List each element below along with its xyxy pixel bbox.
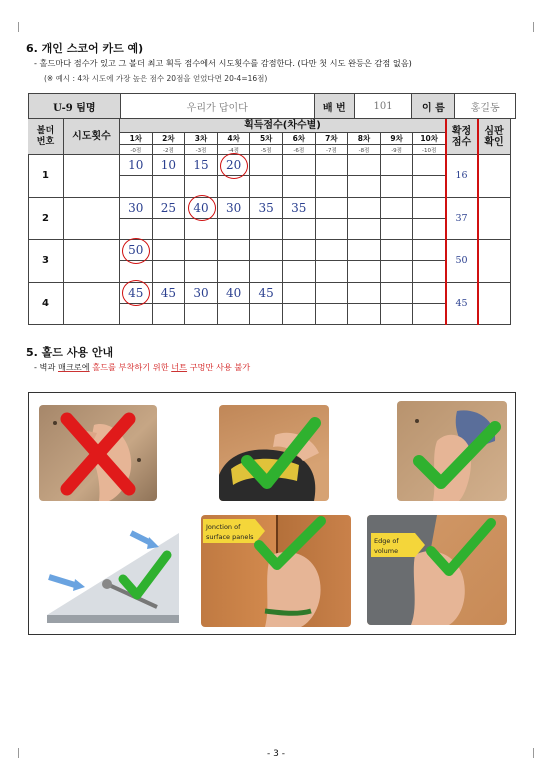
boulder-number: 2 [28,198,64,241]
score-subcell [348,261,381,282]
penalty-header: -0점 [120,145,153,155]
score-subcell [153,219,186,240]
penalty-header: -6점 [283,145,316,155]
final-column-red-line [477,119,479,325]
photo-hand-on-hold [397,401,507,501]
score-subcell [250,304,283,325]
section5-bullet-red2: 구멍만 사용 불가 [187,362,251,372]
score-cell: 50 [120,240,153,261]
score-cell [283,240,316,261]
score-cell: 15 [185,155,218,176]
score-cell [413,198,446,219]
score-subcell [185,261,218,282]
section5-bullet-macro: 매크로에 [57,362,90,372]
score-cell [316,283,349,304]
score-cell: 30 [185,283,218,304]
score-subcell [185,304,218,325]
label-edge-line1: Edge of [374,537,399,545]
score-cell: 35 [250,198,283,219]
penalty-header: -5점 [250,145,283,155]
penalty-header: -8점 [348,145,381,155]
final-score: 16 [446,155,478,198]
score-cell [348,283,381,304]
score-subcell [316,304,349,325]
score-subcell [218,176,251,197]
score-cell: 10 [120,155,153,176]
best-score-circle [188,195,216,221]
attempt-header: 6차 [283,133,316,145]
page-number: - 3 - [267,749,285,759]
best-score-circle [122,238,150,264]
score-card-info-row [28,93,516,119]
photo-volume-edge [367,515,507,625]
score-subcell [153,176,186,197]
green-check-icon [201,515,351,627]
penalty-header: -4점 [218,145,251,155]
section5-bullet-pre: - 벽과 [34,362,58,372]
col-header-judge: 심판 확인 [478,119,511,155]
photo-bolt-diagram [39,515,189,623]
score-cell [283,283,316,304]
score-subcell [120,176,153,197]
score-cell [250,240,283,261]
section5-heading: 5. 홀드 사용 안내 [26,346,114,359]
score-subcell [218,219,251,240]
score-cell: 30 [120,198,153,219]
score-cell [348,198,381,219]
score-cell [413,155,446,176]
attempt-header: 3차 [185,133,218,145]
final-score: 45 [446,283,478,326]
score-subcell [413,304,446,325]
section5-bullet [34,362,250,373]
boulder-number: 1 [28,155,64,198]
green-check-icon [397,401,507,501]
final-column-red-line [445,119,447,325]
score-cell [316,240,349,261]
bib-label: 배 번 [315,94,355,118]
score-subcell [316,219,349,240]
score-subcell [316,176,349,197]
score-cell [283,155,316,176]
score-subcell [381,304,414,325]
score-cell: 35 [283,198,316,219]
score-cell: 20 [218,155,251,176]
final-score: 50 [446,240,478,283]
photo-panel-junction [201,515,351,627]
section5-bullet-nut: 너트 [171,362,188,372]
photo-wall-hole [39,405,157,501]
hold-usage-photos [28,392,516,635]
team-label: U-9 팀명 [29,94,121,118]
score-cell: 30 [218,198,251,219]
col-header-final: 확정 점수 [446,119,478,155]
score-subcell [185,219,218,240]
judge-check [478,283,511,326]
score-subcell [283,304,316,325]
score-cell [381,283,414,304]
score-grid [28,119,516,325]
score-cell: 45 [153,283,186,304]
bib-value: 101 [355,94,413,118]
section5-bullet-red1: 홀드를 부착하기 위한 [89,362,172,372]
score-cell: 45 [250,283,283,304]
best-score-circle [220,153,248,179]
attempt-header: 4차 [218,133,251,145]
score-subcell [381,261,414,282]
score-subcell [348,176,381,197]
green-check-icon [367,515,507,625]
score-subcell [413,219,446,240]
score-cell [413,240,446,261]
attempt-header: 10차 [413,133,446,145]
score-cell [381,240,414,261]
section6-note: (※ 예시 : 4차 시도에 가장 높은 점수 20점을 얻었다면 20-4=16점) [44,74,268,83]
score-subcell [120,304,153,325]
score-subcell [120,219,153,240]
score-subcell [218,261,251,282]
score-cell [316,198,349,219]
section6-heading: 6. 개인 스코어 카드 예) [26,42,144,55]
tries-cell [64,155,120,198]
penalty-header: -9점 [381,145,414,155]
penalty-header: -7점 [316,145,349,155]
tries-cell [64,240,120,283]
score-cell [381,155,414,176]
score-cell [381,198,414,219]
score-subcell [153,261,186,282]
attempt-header: 5차 [250,133,283,145]
score-subcell [283,176,316,197]
score-subcell [381,176,414,197]
score-subcell [283,261,316,282]
green-check-icon [219,405,329,501]
score-subcell [250,261,283,282]
score-subcell [348,304,381,325]
score-cell: 45 [120,283,153,304]
score-cell [218,240,251,261]
score-cell: 40 [218,283,251,304]
score-subcell [413,261,446,282]
label-junction-line1: Jonction of [206,523,241,531]
score-cell: 40 [185,198,218,219]
name-value: 홍길동 [470,102,500,114]
name-label: 이 름 [412,94,455,118]
score-subcell [413,176,446,197]
label-edge-line2: volume [374,547,399,555]
penalty-header: -2점 [153,145,186,155]
score-card [28,93,516,325]
green-check-icon [39,515,189,623]
tries-cell [64,283,120,326]
score-cell [348,240,381,261]
attempt-header: 7차 [316,133,349,145]
judge-check [478,198,511,241]
score-cell [153,240,186,261]
photo-hold-grip [219,405,329,501]
score-cell [413,283,446,304]
penalty-header: -3점 [185,145,218,155]
corner-mark-tr [523,22,534,32]
boulder-number: 3 [28,240,64,283]
score-cell [250,155,283,176]
col-header-score-group: 획득점수(차수별) [120,119,446,133]
attempt-header: 8차 [348,133,381,145]
score-cell [348,155,381,176]
col-header-boulder-no: 볼더 번호 [28,119,64,155]
team-value: 우리가 답이다 [121,94,315,118]
col-header-tries: 시도횟수 [64,119,120,155]
score-cell [185,240,218,261]
tries-cell [64,198,120,241]
score-subcell [250,219,283,240]
score-cell: 10 [153,155,186,176]
section6-bullet: - 홀드마다 점수가 있고 그 볼더 최고 획득 점수에서 시도횟수를 감점한다. (다만 첫 시도 완등은 감점 없음) [34,58,412,68]
attempt-header: 9차 [381,133,414,145]
corner-mark-tl [18,22,29,32]
score-subcell [218,304,251,325]
boulder-number: 4 [28,283,64,326]
score-subcell [381,219,414,240]
label-junction-line2: surface panels [206,533,254,541]
score-subcell [283,219,316,240]
score-cell [316,155,349,176]
red-x-icon [39,405,157,501]
score-subcell [316,261,349,282]
final-score: 37 [446,198,478,241]
score-cell: 25 [153,198,186,219]
attempt-header: 1차 [120,133,153,145]
score-subcell [153,304,186,325]
score-subcell [250,176,283,197]
judge-check [478,240,511,283]
attempt-header: 2차 [153,133,186,145]
judge-check [478,155,511,198]
score-subcell [348,219,381,240]
penalty-header: -10점 [413,145,446,155]
